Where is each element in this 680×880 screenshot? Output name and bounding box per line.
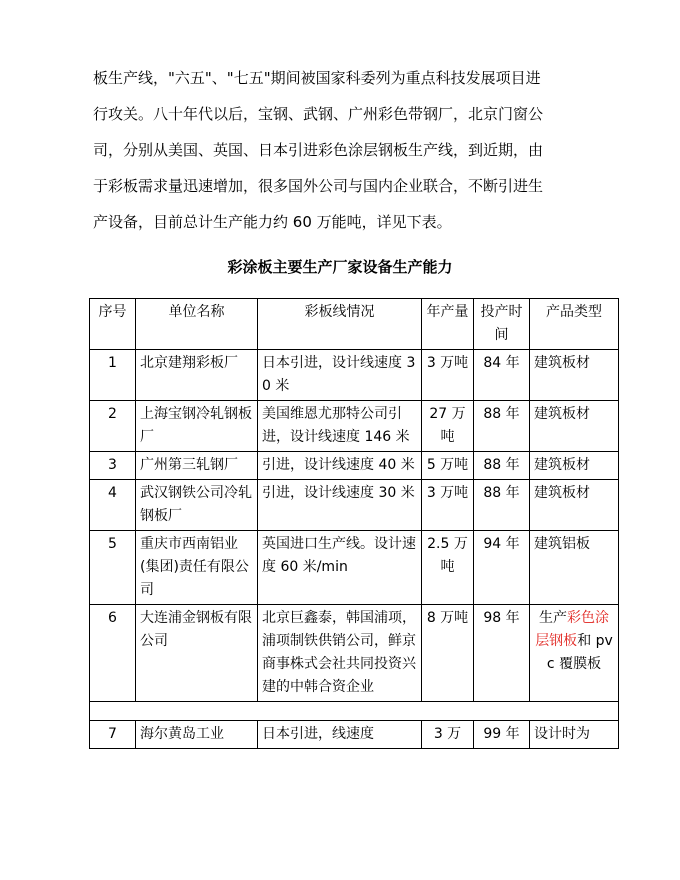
header-cell: 序号 — [90, 299, 136, 350]
header-cell: 彩板线情况 — [258, 299, 422, 350]
cell-product: 建筑板材 — [530, 401, 619, 452]
cell-year: 94 年 — [474, 531, 530, 605]
cell-name: 大连浦金钢板有限公司 — [136, 605, 258, 702]
header-cell: 单位名称 — [136, 299, 258, 350]
cell-name: 武汉钢铁公司冷轧钢板厂 — [136, 480, 258, 531]
table-blank-row — [90, 702, 619, 721]
cell-name: 北京建翔彩板厂 — [136, 350, 258, 401]
cell-year: 88 年 — [474, 401, 530, 452]
product-highlight: 彩色涂层钢板 — [535, 610, 609, 649]
cell-product: 设计时为 — [530, 721, 619, 749]
table-row — [90, 452, 619, 480]
cell-no: 4 — [90, 480, 136, 531]
cell-output: 3 万 — [422, 721, 474, 749]
cell-name: 海尔黄岛工业 — [136, 721, 258, 749]
capacity-table — [89, 298, 619, 749]
table-row — [90, 350, 619, 401]
cell-line: 引进，设计线速度 40 米 — [258, 452, 422, 480]
table-title: 彩涂板主要生产厂家设备生产能力 — [227, 258, 453, 276]
cell-name: 上海宝钢冷轧钢板厂 — [136, 401, 258, 452]
cell-no: 3 — [90, 452, 136, 480]
cell-year: 99 年 — [474, 721, 530, 749]
header-cell: 产品类型 — [530, 299, 619, 350]
cell-no: 6 — [90, 605, 136, 702]
paragraph-line: 产设备，目前总计生产能力约 60 万能吨，详见下表。 — [93, 213, 452, 231]
table-row — [90, 531, 619, 605]
cell-year: 98 年 — [474, 605, 530, 702]
table-row — [90, 401, 619, 452]
cell-year: 88 年 — [474, 480, 530, 531]
cell-no: 7 — [90, 721, 136, 749]
cell-line: 北京巨鑫泰，韩国浦项， 浦项制铁供销公司，鲜京商事株式会社共同投资兴建的中韩合资企业 — [258, 605, 422, 702]
blank-cell — [90, 702, 619, 721]
paragraph-line: 板生产线，"六五"、"七五"期间被国家科委列为重点科技发展项目进 — [93, 69, 541, 87]
cell-output: 5 万吨 — [422, 452, 474, 480]
header-cell: 投产时间 — [474, 299, 530, 350]
cell-year: 84 年 — [474, 350, 530, 401]
cell-line: 英国进口生产线。设计速度 60 米/min — [258, 531, 422, 605]
cell-line: 日本引进，设计线速度 30 米 — [258, 350, 422, 401]
header-cell: 年产量 — [422, 299, 474, 350]
body-paragraph — [93, 60, 633, 240]
cell-no: 5 — [90, 531, 136, 605]
cell-output: 3 万吨 — [422, 480, 474, 531]
table-row — [90, 605, 619, 702]
cell-output: 3 万吨 — [422, 350, 474, 401]
cell-line: 美国维恩尤那特公司引进，设计线速度 146 米 — [258, 401, 422, 452]
cell-no: 1 — [90, 350, 136, 401]
cell-product: 建筑铝板 — [530, 531, 619, 605]
paragraph-line: 于彩板需求量迅速增加，很多国外公司与国内企业联合，不断引进生 — [93, 177, 544, 195]
cell-output: 2.5 万吨 — [422, 531, 474, 605]
paragraph-line: 司，分别从美国、英国、日本引进彩色涂层钢板生产线，到近期，由 — [93, 141, 544, 159]
paragraph-line: 行攻关。八十年代以后，宝钢、武钢、广州彩色带钢厂，北京门窗公 — [93, 105, 544, 123]
cell-name: 广州第三轧钢厂 — [136, 452, 258, 480]
cell-name: 重庆市西南铝业(集团)责任有限公司 — [136, 531, 258, 605]
cell-output: 8 万吨 — [422, 605, 474, 702]
cell-product: 建筑板材 — [530, 350, 619, 401]
cell-line: 引进，设计线速度 30 米 — [258, 480, 422, 531]
product-prefix: 生产 — [539, 610, 567, 626]
cell-product: 建筑板材 — [530, 480, 619, 531]
table-row — [90, 480, 619, 531]
cell-output: 27 万吨 — [422, 401, 474, 452]
cell-product: 建筑板材 — [530, 452, 619, 480]
cell-product — [530, 605, 619, 702]
product-suffix: 和 pvc 覆膜板 — [546, 633, 613, 672]
cell-no: 2 — [90, 401, 136, 452]
cell-year: 88 年 — [474, 452, 530, 480]
table-header-row — [90, 299, 619, 350]
table-row — [90, 721, 619, 749]
cell-line: 日本引进，线速度 — [258, 721, 422, 749]
